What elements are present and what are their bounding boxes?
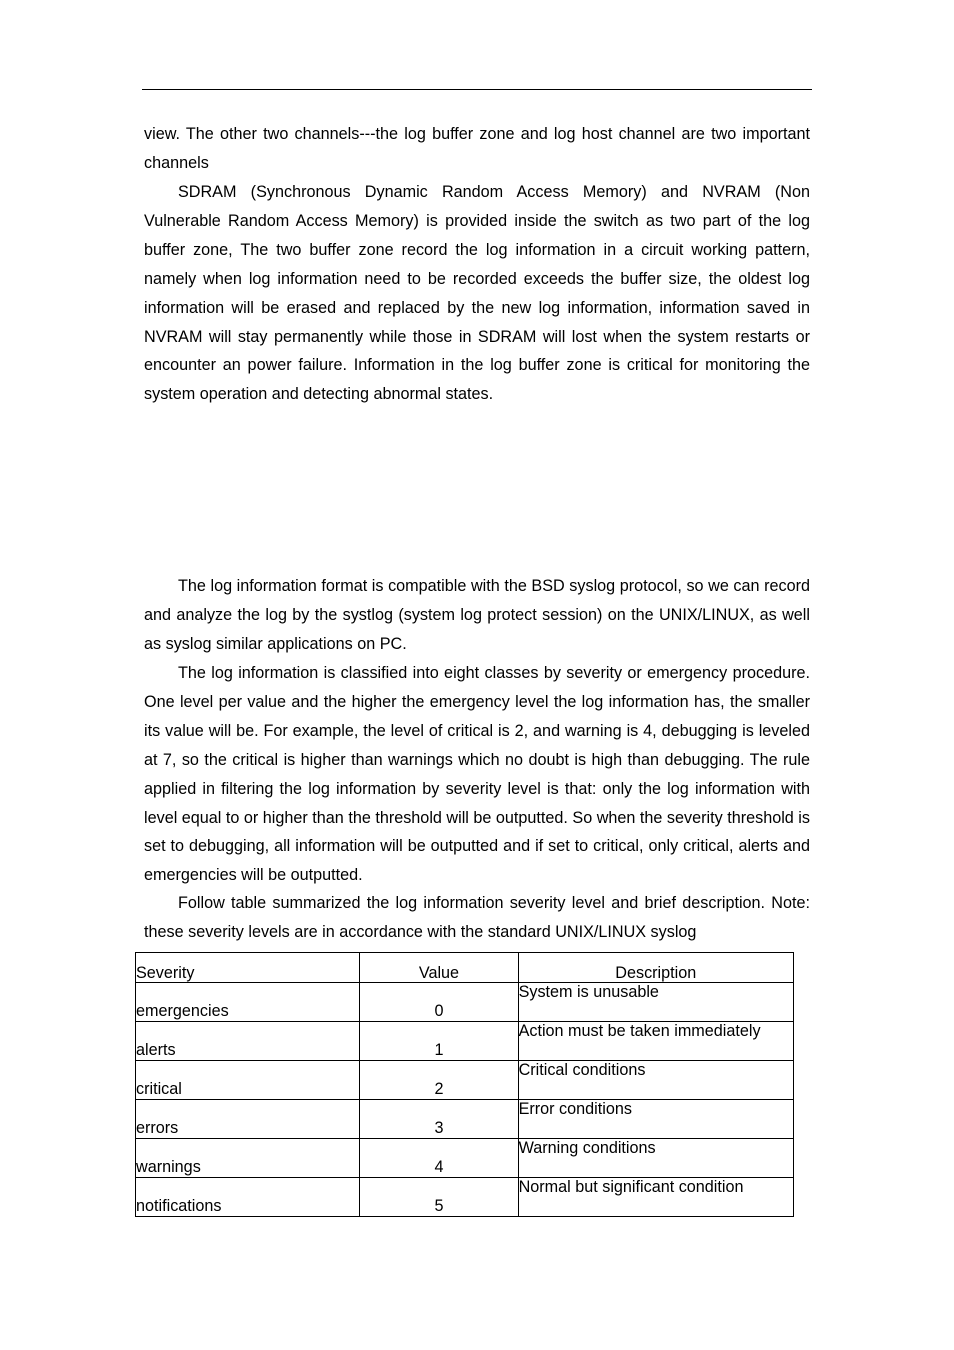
description-cell: Warning conditions	[518, 1139, 793, 1178]
header-rule	[142, 89, 812, 90]
description-cell: System is unusable	[518, 983, 793, 1022]
table-row	[136, 983, 794, 1022]
severity-cell: errors	[136, 1100, 360, 1139]
value-cell: 0	[360, 983, 518, 1022]
table-row	[136, 1178, 794, 1217]
value-cell: 3	[360, 1100, 518, 1139]
header-value: Value	[360, 953, 518, 983]
table-row	[136, 1061, 794, 1100]
header-severity: Severity	[136, 953, 360, 983]
description-cell: Critical conditions	[518, 1061, 793, 1100]
paragraph-buffer-zone: SDRAM (Synchronous Dynamic Random Access Memory) and NVRAM (Non Vulnerable Random Access Memory) is provided inside the switch as two part of the log buffer zone, The two buffer zone record the log information in a circuit working pattern, namely when log information need to be recorded exceeds the buffer size, the oldest log information will be erased and replaced by the new log information, information saved in NVRAM will stay permanently while those in SDRAM will lost when the system restarts or encounter an power failure. Information in the log buffer zone is critical for monitoring the system operation and detecting abnormal states.	[144, 183, 810, 404]
header-description: Description	[518, 953, 793, 983]
severity-cell: emergencies	[136, 983, 360, 1022]
severity-cell: alerts	[136, 1022, 360, 1061]
table-row	[136, 1100, 794, 1139]
value-cell: 5	[360, 1178, 518, 1217]
severity-cell: warnings	[136, 1139, 360, 1178]
severity-cell: notifications	[136, 1178, 360, 1217]
table-row	[136, 1022, 794, 1061]
paragraph-severity-classes: The log information is classified into eight classes by severity or emergency procedure. One level per value and the higher the emergency level the log information has, the smaller its value will be. For example, the level of critical is 2, and warning is 4, debugging is leveled at 7, so the critical is higher than warnings which no doubt is high than debugging. The rule applied in filtering the log information by severity level is that: only the log information with level equal to or higher than the threshold will be outputted. So when the severity threshold is set to debugging, all information will be outputted and if set to critical, only critical, alerts and emergencies will be outputted.	[144, 664, 810, 885]
severity-cell: critical	[136, 1061, 360, 1100]
table-row	[136, 1139, 794, 1178]
severity-table	[135, 952, 794, 1217]
paragraph-log-format: The log information format is compatible with the BSD syslog protocol, so we can record and analyze the log by the systlog (system log protect session) on the UNIX/LINUX, as well as syslog similar applications on PC.	[144, 577, 810, 653]
paragraph-table-intro: Follow table summarized the log information severity level and brief description. Note: these severity levels are in accordance with the standard UNIX/LINUX syslog	[144, 894, 810, 941]
value-cell: 1	[360, 1022, 518, 1061]
description-cell: Normal but significant condition	[518, 1178, 793, 1217]
description-cell: Error conditions	[518, 1100, 793, 1139]
paragraph-channels: view. The other two channels---the log buffer zone and log host channel are two important channels	[144, 125, 810, 172]
value-cell: 4	[360, 1139, 518, 1178]
value-cell: 2	[360, 1061, 518, 1100]
table-header-row	[136, 953, 794, 983]
description-cell: Action must be taken immediately	[518, 1022, 793, 1061]
